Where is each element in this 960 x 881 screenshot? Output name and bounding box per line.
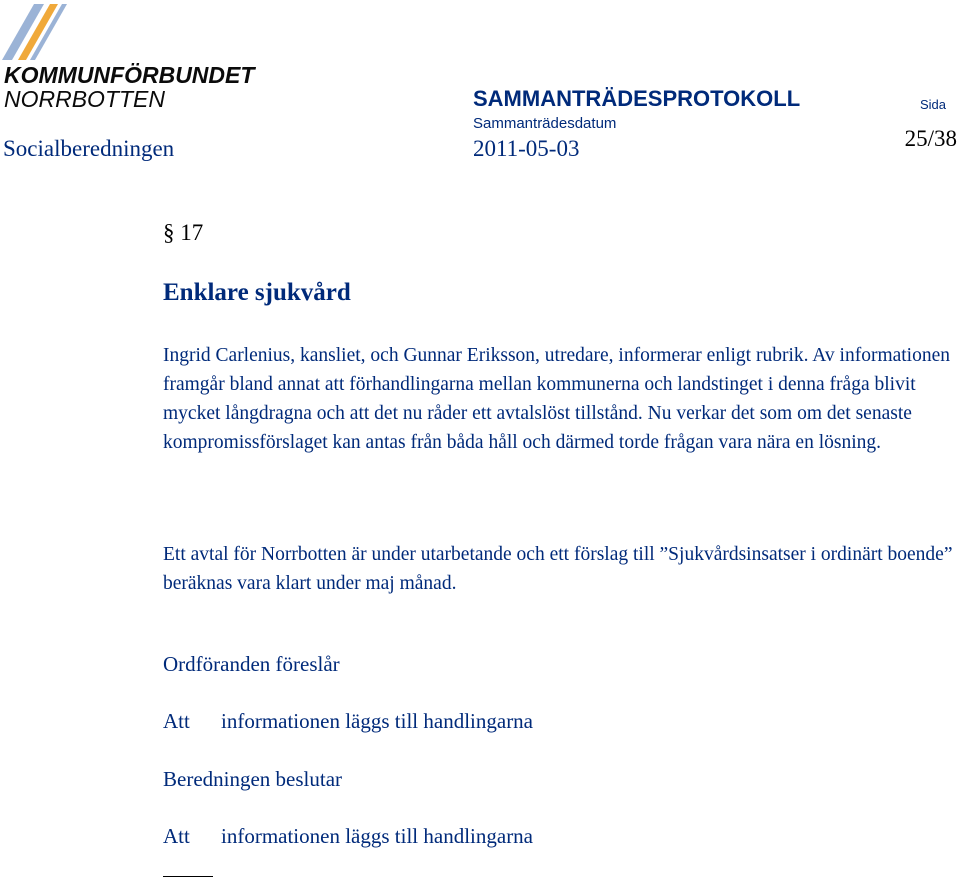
section-number: § 17 xyxy=(163,220,204,245)
document-title: SAMMANTRÄDESPROTOKOLL xyxy=(473,86,801,111)
proposal-att: Att xyxy=(163,709,190,733)
paragraph-information: Ingrid Carlenius, kansliet, och Gunnar Eriksson, utredare, informerar enligt rubrik. Av informationen framgår bland annat att förhandlingarna mellan kommunerna och landstinget i denna fråga blivit mycket långdragna och att det nu råder ett avtalslöst tillstånd. Nu verkar det som om det senaste kompromissförslaget kan antas från båda håll och därmed torde frågan vara nära en lösning. xyxy=(163,345,951,453)
page-label: Sida xyxy=(920,97,947,112)
proposal-label: Ordföranden föreslår xyxy=(163,652,340,676)
logo-name-line1: KOMMUNFÖRBUNDET xyxy=(4,62,255,88)
paragraph-agreement: Ett avtal för Norrbotten är under utarbetande och ett förslag till ”Sjukvårdsinsatser i ordinärt boende” beräknas vara klart under maj månad. xyxy=(163,544,953,594)
committee-name: Socialberedningen xyxy=(3,136,175,161)
logo-stripes-icon xyxy=(2,2,72,64)
organization-logo xyxy=(2,2,264,114)
logo-name-line2: NORRBOTTEN xyxy=(4,86,165,112)
end-rule xyxy=(163,876,213,877)
decision-row xyxy=(163,824,533,849)
meeting-date: 2011-05-03 xyxy=(473,136,580,161)
decision-att: Att xyxy=(163,824,190,848)
proposal-row xyxy=(163,709,533,734)
section-heading: Enklare sjukvård xyxy=(163,279,351,306)
decision-label: Beredningen beslutar xyxy=(163,767,343,791)
proposal-text: informationen läggs till handlingarna xyxy=(221,709,534,733)
meeting-date-label: Sammanträdesdatum xyxy=(473,115,617,132)
decision-text: informationen läggs till handlingarna xyxy=(221,824,534,848)
page-number: 25/38 xyxy=(904,126,957,151)
